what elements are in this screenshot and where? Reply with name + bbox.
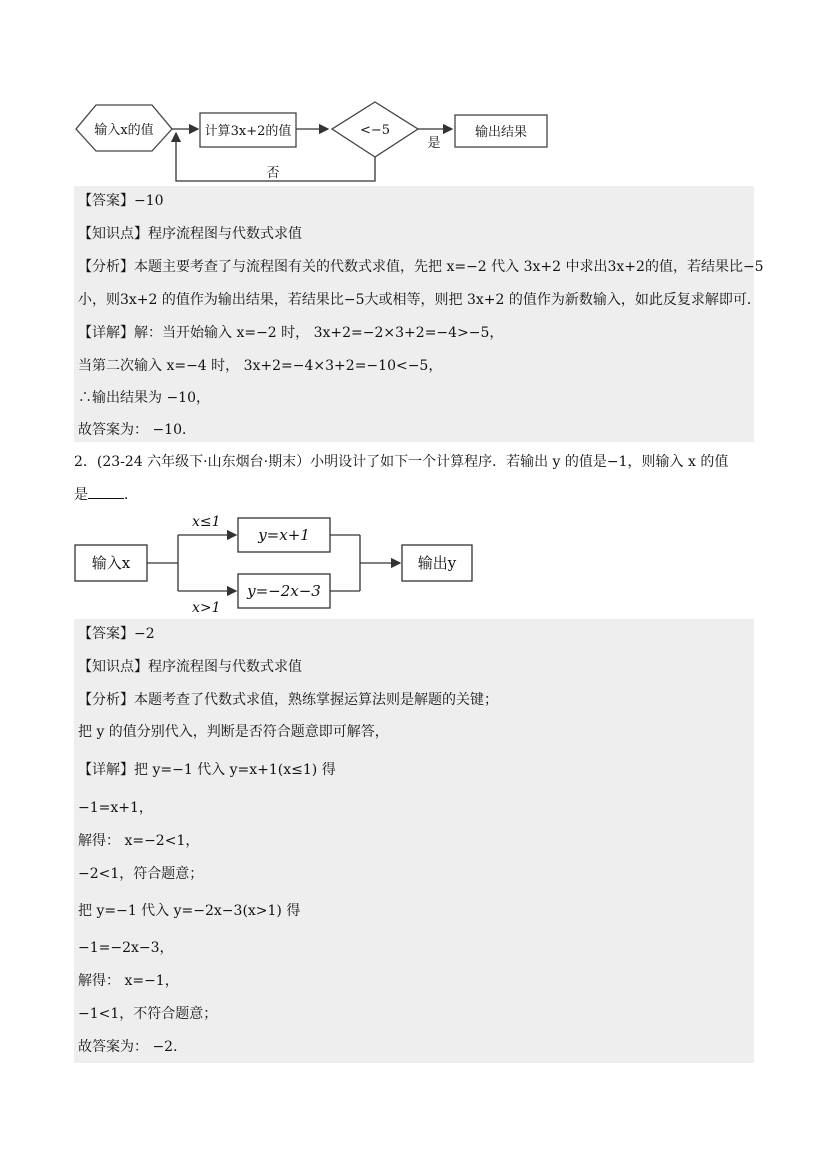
sol2-detail-6: −1=−2x−3， <box>78 940 174 956</box>
sol2-detail-7: 解得： x=−1， <box>78 973 179 989</box>
flow2-bottom-cond: x>1 <box>192 600 221 616</box>
flow2-input-text: 输入x <box>91 554 131 572</box>
sol2-analysis-1: 【分析】本题考查了代数式求值，熟练掌握运算法则是解题的关键； <box>78 692 498 708</box>
flowchart-2 <box>72 508 482 616</box>
sol2-detail-2: −1=x+1， <box>78 800 153 816</box>
flow2-top-formula: y=x+1 <box>258 526 310 544</box>
question-2-prefix: 是 <box>74 487 88 503</box>
sol1-detail-3: ∴输出结果为 −10， <box>78 390 210 406</box>
sol2-detail-5: 把 y=−1 代入 y=−2x−3(x>1) 得 <box>78 903 301 919</box>
sol1-detail-4: 故答案为： −10． <box>78 422 196 438</box>
answer-blank <box>88 484 124 499</box>
flowchart-1-svg <box>70 95 560 185</box>
question-2-suffix: ． <box>124 487 138 503</box>
flow1-no-label: 否 <box>266 166 280 181</box>
question-2-line-1: 2．(23-24 六年级下·山东烟台·期末）小明设计了如下一个计算程序．若输出 y 的值是−1，则输入 x 的值 <box>74 454 729 470</box>
flow2-top-cond: x≤1 <box>192 514 221 530</box>
sol1-knowledge: 【知识点】程序流程图与代数式求值 <box>78 226 302 242</box>
flow2-bottom-formula: y=−2x−3 <box>247 582 321 600</box>
flow1-compute-text: 计算3x+2的值 <box>204 124 292 139</box>
sol2-detail-9: 故答案为： −2． <box>78 1039 188 1055</box>
flow1-output-text: 输出结果 <box>474 125 528 140</box>
flowchart-1 <box>70 95 560 185</box>
flowchart-2-svg <box>72 508 482 616</box>
flow2-output-text: 输出y <box>417 554 457 572</box>
flow1-condition-text: <−5 <box>359 123 391 138</box>
sol2-answer: 【答案】−2 <box>78 626 155 642</box>
question-2-line-2 <box>74 484 138 505</box>
sol2-detail-4: −2<1，符合题意； <box>78 866 204 882</box>
sol2-detail-1: 【详解】把 y=−1 代入 y=x+1(x≤1) 得 <box>78 762 336 778</box>
sol1-answer: 【答案】−10 <box>78 193 164 209</box>
sol2-knowledge: 【知识点】程序流程图与代数式求值 <box>78 659 302 675</box>
flow1-input-text: 输入x的值 <box>94 123 154 138</box>
flow1-yes-label: 是 <box>427 136 441 151</box>
sol2-analysis-2: 把 y 的值分别代入，判断是否符合题意即可解答， <box>78 724 389 740</box>
sol2-detail-8: −1<1，不符合题意； <box>78 1006 218 1022</box>
sol2-detail-3: 解得： x=−2<1， <box>78 833 200 849</box>
sol1-detail-1: 【详解】解：当开始输入 x=−2 时， 3x+2=−2×3+2=−4>−5， <box>78 325 504 341</box>
sol1-detail-2: 当第二次输入 x=−4 时， 3x+2=−4×3+2=−10<−5， <box>78 358 443 374</box>
sol1-analysis-2: 小，则3x+2 的值作为输出结果，若结果比−5大或相等，则把 3x+2 的值作为新数输入，如此反复求解即可． <box>78 292 761 308</box>
sol1-analysis-1: 【分析】本题主要考查了与流程图有关的代数式求值，先把 x=−2 代入 3x+2 中求出3x+2的值，若结果比−5 <box>78 259 764 275</box>
